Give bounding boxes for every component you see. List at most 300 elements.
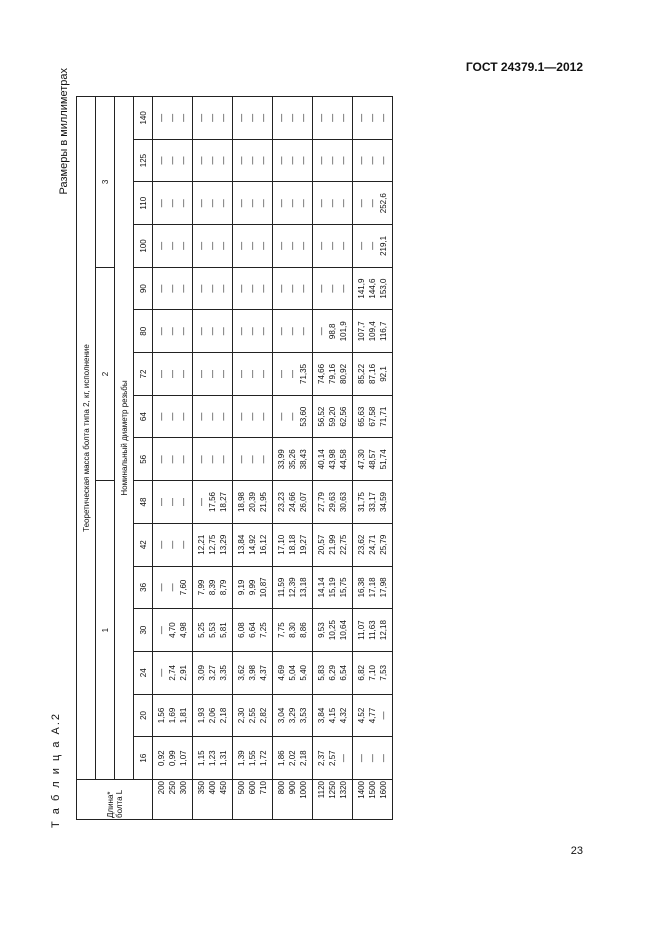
mass-value: 13,84	[237, 534, 246, 555]
mass-value: —	[179, 241, 188, 250]
length-value: 1000	[299, 781, 308, 799]
mass-value: 8,79	[219, 579, 228, 596]
mass-value: 5,25	[197, 622, 206, 638]
diameter-cell: 72	[134, 353, 153, 396]
mass-value: 56,52	[317, 406, 326, 427]
mass-cell	[193, 737, 233, 780]
mass-cell	[273, 310, 313, 353]
execution-header: 2	[96, 267, 115, 480]
mass-cell	[353, 523, 393, 566]
mass-value: —	[157, 369, 166, 378]
diameter-cell: 30	[134, 609, 153, 652]
mass-cell	[353, 395, 393, 438]
mass-value: 17,56	[208, 492, 217, 513]
mass-value: —	[179, 327, 188, 336]
diameter-cell: 20	[134, 694, 153, 737]
mass-value: —	[299, 113, 308, 122]
mass-value: —	[179, 498, 188, 507]
mass-value: —	[339, 241, 348, 250]
mass-value: 3,29	[288, 707, 297, 724]
mass-value: 1,55	[248, 750, 257, 766]
mass-cell	[233, 225, 273, 268]
mass-cell	[353, 182, 393, 225]
mass-value: —	[168, 412, 177, 421]
mass-value: —	[237, 156, 246, 165]
mass-value: 24,71	[368, 534, 377, 555]
mass-value: —	[368, 113, 377, 122]
mass-value: 12,21	[197, 534, 206, 555]
mass-cell	[273, 651, 313, 694]
mass-value: 3,62	[237, 665, 246, 681]
mass-cell	[153, 651, 193, 694]
mass-cell	[153, 310, 193, 353]
mass-cell	[353, 97, 393, 140]
diameter-cell: 48	[134, 481, 153, 524]
length-header: Длина* болта L	[77, 780, 153, 820]
mass-value: —	[179, 455, 188, 464]
mass-value: —	[237, 327, 246, 336]
mass-value: 12,18	[379, 620, 388, 641]
mass-value: —	[339, 754, 348, 763]
mass-value: —	[368, 241, 377, 250]
mass-value: —	[299, 327, 308, 336]
mass-cell	[353, 267, 393, 310]
length-value: 800	[277, 781, 286, 795]
mass-value: —	[157, 412, 166, 421]
mass-value: 62,56	[339, 406, 348, 427]
mass-value: 5,40	[299, 665, 308, 681]
length-value: 200	[157, 781, 166, 795]
length-value: 600	[248, 781, 257, 795]
length-value: 500	[237, 781, 246, 795]
mass-value: 3,04	[277, 707, 286, 724]
diameter-cell: 140	[134, 97, 153, 140]
mass-value: —	[248, 199, 257, 208]
mass-cell	[193, 97, 233, 140]
mass-value: —	[237, 284, 246, 293]
mass-value: —	[157, 113, 166, 122]
mass-cell	[153, 566, 193, 609]
mass-value: —	[328, 284, 337, 293]
mass-value: —	[277, 156, 286, 165]
mass-value: 252,6	[379, 193, 388, 214]
mass-value: 2,82	[259, 707, 268, 724]
mass-value: 3,84	[317, 707, 326, 724]
mass-cell	[353, 737, 393, 780]
mass-cell	[353, 651, 393, 694]
diameter-cell: 42	[134, 523, 153, 566]
mass-value: 30,63	[339, 492, 348, 513]
mass-value: —	[157, 241, 166, 250]
mass-value: 27,79	[317, 492, 326, 513]
mass-cell	[233, 395, 273, 438]
mass-value: —	[379, 711, 388, 720]
header-row-3	[115, 97, 134, 820]
mass-table	[76, 96, 393, 820]
mass-value: —	[208, 412, 217, 421]
mass-value: —	[288, 369, 297, 378]
mass-value: 21,99	[328, 534, 337, 555]
table-row-group	[153, 97, 193, 820]
execution-header: 1	[96, 481, 115, 780]
mass-value: —	[317, 327, 326, 336]
table-row-group	[233, 97, 273, 820]
mass-value: 14,92	[248, 534, 257, 555]
mass-value: 1,39	[237, 750, 246, 766]
mass-value: —	[208, 455, 217, 464]
mass-value: —	[277, 284, 286, 293]
mass-value: —	[248, 156, 257, 165]
table-row-group	[193, 97, 233, 820]
mass-value: 5,81	[219, 622, 228, 638]
mass-cell	[153, 225, 193, 268]
mass-cell	[193, 694, 233, 737]
mass-value: 10,64	[339, 620, 348, 641]
mass-value: 2,30	[237, 707, 246, 724]
mass-cell	[273, 395, 313, 438]
mass-value: 116,7	[379, 321, 388, 341]
mass-value: —	[157, 626, 166, 635]
mass-value: —	[328, 241, 337, 250]
mass-value: —	[168, 241, 177, 250]
mass-cell	[273, 566, 313, 609]
mass-value: —	[259, 113, 268, 122]
mass-value: 24,66	[288, 492, 297, 513]
mass-cell	[193, 139, 233, 182]
mass-value: 1,56	[157, 707, 166, 724]
mass-cell	[313, 267, 353, 310]
mass-cell	[193, 566, 233, 609]
mass-cell	[153, 182, 193, 225]
header-row-2	[96, 97, 115, 820]
mass-value: —	[277, 412, 286, 421]
mass-value: —	[179, 156, 188, 165]
mass-value: 11,59	[277, 577, 286, 598]
mass-value: —	[379, 156, 388, 165]
mass-value: 92,1	[379, 366, 388, 382]
mass-value: —	[317, 284, 326, 293]
mass-value: —	[299, 284, 308, 293]
mass-value: —	[288, 327, 297, 336]
mass-value: —	[259, 327, 268, 336]
mass-value: —	[259, 241, 268, 250]
mass-value: 87,16	[368, 363, 377, 384]
mass-cell	[273, 139, 313, 182]
mass-value: —	[248, 241, 257, 250]
mass-value: —	[219, 455, 228, 464]
mass-value: 7,99	[197, 579, 206, 596]
mass-value: 2,06	[208, 707, 217, 724]
mass-value: 1,15	[197, 750, 206, 766]
mass-value: —	[157, 455, 166, 464]
mass-value: 3,53	[299, 707, 308, 724]
mass-value: 1,72	[259, 750, 268, 766]
header-row-4	[134, 97, 153, 820]
mass-value: 219,1	[379, 235, 388, 256]
mass-cell	[233, 139, 273, 182]
mass-value: 53,60	[299, 406, 308, 427]
mass-cell	[313, 97, 353, 140]
mass-cell	[193, 523, 233, 566]
mass-value: —	[357, 113, 366, 122]
mass-cell	[193, 267, 233, 310]
mass-value: —	[168, 113, 177, 122]
mass-cell	[193, 310, 233, 353]
mass-cell	[153, 395, 193, 438]
mass-cell	[233, 694, 273, 737]
mass-value: —	[339, 113, 348, 122]
mass-value: 59,20	[328, 406, 337, 427]
mass-value: 26,07	[299, 492, 308, 513]
diameter-cell: 125	[134, 139, 153, 182]
length-value: 1320	[339, 781, 348, 799]
mass-value: 23,62	[357, 534, 366, 555]
mass-value: —	[339, 284, 348, 293]
mass-value: 17,10	[277, 534, 286, 555]
mass-value: 1,07	[179, 750, 188, 766]
mass-value: —	[219, 156, 228, 165]
mass-value: —	[379, 113, 388, 122]
mass-value: 0,92	[157, 750, 166, 766]
length-cell	[233, 780, 273, 820]
mass-value: —	[259, 199, 268, 208]
mass-value: —	[277, 199, 286, 208]
mass-value: —	[328, 113, 337, 122]
diameter-cell: 90	[134, 267, 153, 310]
mass-cell	[193, 182, 233, 225]
mass-value: 1,69	[168, 707, 177, 724]
rotated-table-sheet	[0, 68, 560, 828]
mass-cell	[353, 225, 393, 268]
mass-cell	[353, 481, 393, 524]
mass-value: 7,10	[368, 665, 377, 681]
mass-value: —	[288, 241, 297, 250]
mass-value: —	[237, 455, 246, 464]
mass-value: 2,02	[288, 750, 297, 766]
mass-cell	[313, 438, 353, 481]
mass-value: 48,57	[368, 449, 377, 470]
mass-value: 23,23	[277, 492, 286, 513]
mass-value: —	[157, 284, 166, 293]
diameter-cell: 56	[134, 438, 153, 481]
mass-value: 18,18	[288, 534, 297, 555]
mass-value: 35,26	[288, 449, 297, 470]
mass-cell	[273, 182, 313, 225]
mass-value: —	[248, 412, 257, 421]
mass-cell	[313, 353, 353, 396]
mass-value: —	[219, 327, 228, 336]
mass-value: 10,87	[259, 577, 268, 598]
mass-value: —	[208, 369, 217, 378]
diameter-cell: 36	[134, 566, 153, 609]
mass-value: —	[357, 241, 366, 250]
mass-value: 4,37	[259, 665, 268, 681]
mass-value: —	[368, 156, 377, 165]
mass-value: —	[197, 241, 206, 250]
mass-cell	[313, 694, 353, 737]
mass-value: —	[237, 241, 246, 250]
mass-value: 8,39	[208, 579, 217, 596]
mass-cell	[233, 438, 273, 481]
mass-value: 11,63	[368, 620, 377, 640]
mass-cell	[233, 267, 273, 310]
mass-value: —	[208, 113, 217, 122]
mass-value: 40,14	[317, 449, 326, 470]
page-number: 23	[570, 845, 583, 857]
mass-value: 20,39	[248, 492, 257, 513]
mass-value: 6,54	[339, 665, 348, 681]
mass-cell	[273, 481, 313, 524]
mass-value: 107,7	[357, 321, 366, 342]
mass-value: —	[219, 113, 228, 122]
mass-cell	[193, 651, 233, 694]
mass-value: —	[259, 156, 268, 165]
mass-value: 109,4	[368, 321, 377, 342]
mass-value: —	[168, 199, 177, 208]
mass-value: —	[368, 199, 377, 208]
mass-value: —	[208, 156, 217, 165]
mass-cell	[273, 267, 313, 310]
mass-value: 12,75	[208, 534, 217, 555]
mass-value: 5,04	[288, 665, 297, 681]
mass-value: —	[219, 412, 228, 421]
mass-cell	[233, 481, 273, 524]
length-value: 1600	[379, 781, 388, 799]
mass-cell	[193, 225, 233, 268]
mass-cell	[193, 609, 233, 652]
mass-value: —	[197, 412, 206, 421]
mass-cell	[233, 737, 273, 780]
mass-value: —	[328, 199, 337, 208]
mass-value: 1,93	[197, 707, 206, 724]
length-value: 1500	[368, 781, 377, 799]
mass-value: —	[237, 199, 246, 208]
mass-value: —	[288, 156, 297, 165]
mass-value: 1,23	[208, 750, 217, 766]
mass-cell	[273, 353, 313, 396]
mass-value: 15,75	[339, 577, 348, 598]
mass-value: 3,09	[197, 665, 206, 681]
mass-header: Теоретическая масса болта типа 2, кг, исполнение	[77, 97, 96, 780]
mass-cell	[233, 523, 273, 566]
mass-value: 141,9	[357, 278, 366, 299]
length-cell	[353, 780, 393, 820]
mass-value: —	[248, 327, 257, 336]
mass-value: 67,58	[368, 406, 377, 427]
mass-value: 5,53	[208, 622, 217, 638]
mass-value: —	[179, 540, 188, 549]
mass-cell	[233, 651, 273, 694]
mass-value: 153,0	[379, 278, 388, 299]
mass-value: —	[259, 284, 268, 293]
mass-value: —	[219, 241, 228, 250]
mass-cell	[313, 609, 353, 652]
mass-value: 8,30	[288, 622, 297, 638]
mass-value: —	[157, 199, 166, 208]
mass-cell	[193, 481, 233, 524]
mass-value: —	[179, 412, 188, 421]
diameter-cell: 24	[134, 651, 153, 694]
mass-value: —	[299, 156, 308, 165]
mass-value: —	[157, 156, 166, 165]
mass-value: 101,9	[339, 321, 348, 342]
mass-value: 79,16	[328, 363, 337, 384]
mass-value: 13,29	[219, 534, 228, 555]
mass-value: 17,98	[379, 577, 388, 598]
mass-value: 18,98	[237, 492, 246, 513]
mass-value: 43,98	[328, 449, 337, 470]
mass-value: 7,60	[179, 579, 188, 596]
mass-cell	[353, 694, 393, 737]
mass-value: —	[299, 241, 308, 250]
mass-value: 1,31	[219, 750, 228, 766]
mass-value: —	[197, 455, 206, 464]
mass-value: 29,63	[328, 492, 337, 513]
mass-value: —	[157, 327, 166, 336]
mass-cell	[313, 481, 353, 524]
mass-value: —	[219, 199, 228, 208]
mass-value: —	[259, 412, 268, 421]
mass-value: 19,27	[299, 534, 308, 555]
length-value: 1250	[328, 781, 337, 799]
mass-cell	[153, 267, 193, 310]
mass-cell	[313, 139, 353, 182]
mass-cell	[353, 310, 393, 353]
mass-value: —	[179, 369, 188, 378]
mass-cell	[353, 566, 393, 609]
mass-value: 11,07	[357, 620, 366, 640]
mass-value: 85,22	[357, 363, 366, 384]
mass-cell	[233, 353, 273, 396]
mass-cell	[313, 310, 353, 353]
mass-value: —	[317, 156, 326, 165]
mass-value: 1,86	[277, 750, 286, 766]
mass-cell	[273, 737, 313, 780]
mass-cell	[233, 566, 273, 609]
mass-value: 144,6	[368, 278, 377, 299]
length-value: 250	[168, 781, 177, 795]
diameter-cell: 64	[134, 395, 153, 438]
mass-cell	[193, 353, 233, 396]
diameter-cell: 100	[134, 225, 153, 268]
length-cell	[313, 780, 353, 820]
mass-value: 44,58	[339, 449, 348, 470]
mass-cell	[313, 395, 353, 438]
mass-value: —	[259, 455, 268, 464]
mass-value: —	[157, 583, 166, 592]
mass-value: —	[259, 369, 268, 378]
mass-value: 2,91	[179, 665, 188, 681]
mass-value: 15,19	[328, 577, 337, 598]
mass-value: 3,35	[219, 665, 228, 681]
mass-value: 8,86	[299, 622, 308, 638]
mass-value: —	[288, 284, 297, 293]
mass-value: 2,57	[328, 750, 337, 766]
mass-value: —	[208, 327, 217, 336]
mass-cell	[153, 97, 193, 140]
mass-cell	[313, 566, 353, 609]
diameter-cell: 110	[134, 182, 153, 225]
diameter-cell: 16	[134, 737, 153, 780]
length-value: 900	[288, 781, 297, 795]
mass-value: —	[197, 156, 206, 165]
mass-cell	[273, 225, 313, 268]
mass-value: 4,69	[277, 665, 286, 681]
header-row-1	[77, 97, 96, 820]
mass-value: 33,99	[277, 449, 286, 470]
length-cell	[153, 780, 193, 820]
mass-cell	[353, 353, 393, 396]
